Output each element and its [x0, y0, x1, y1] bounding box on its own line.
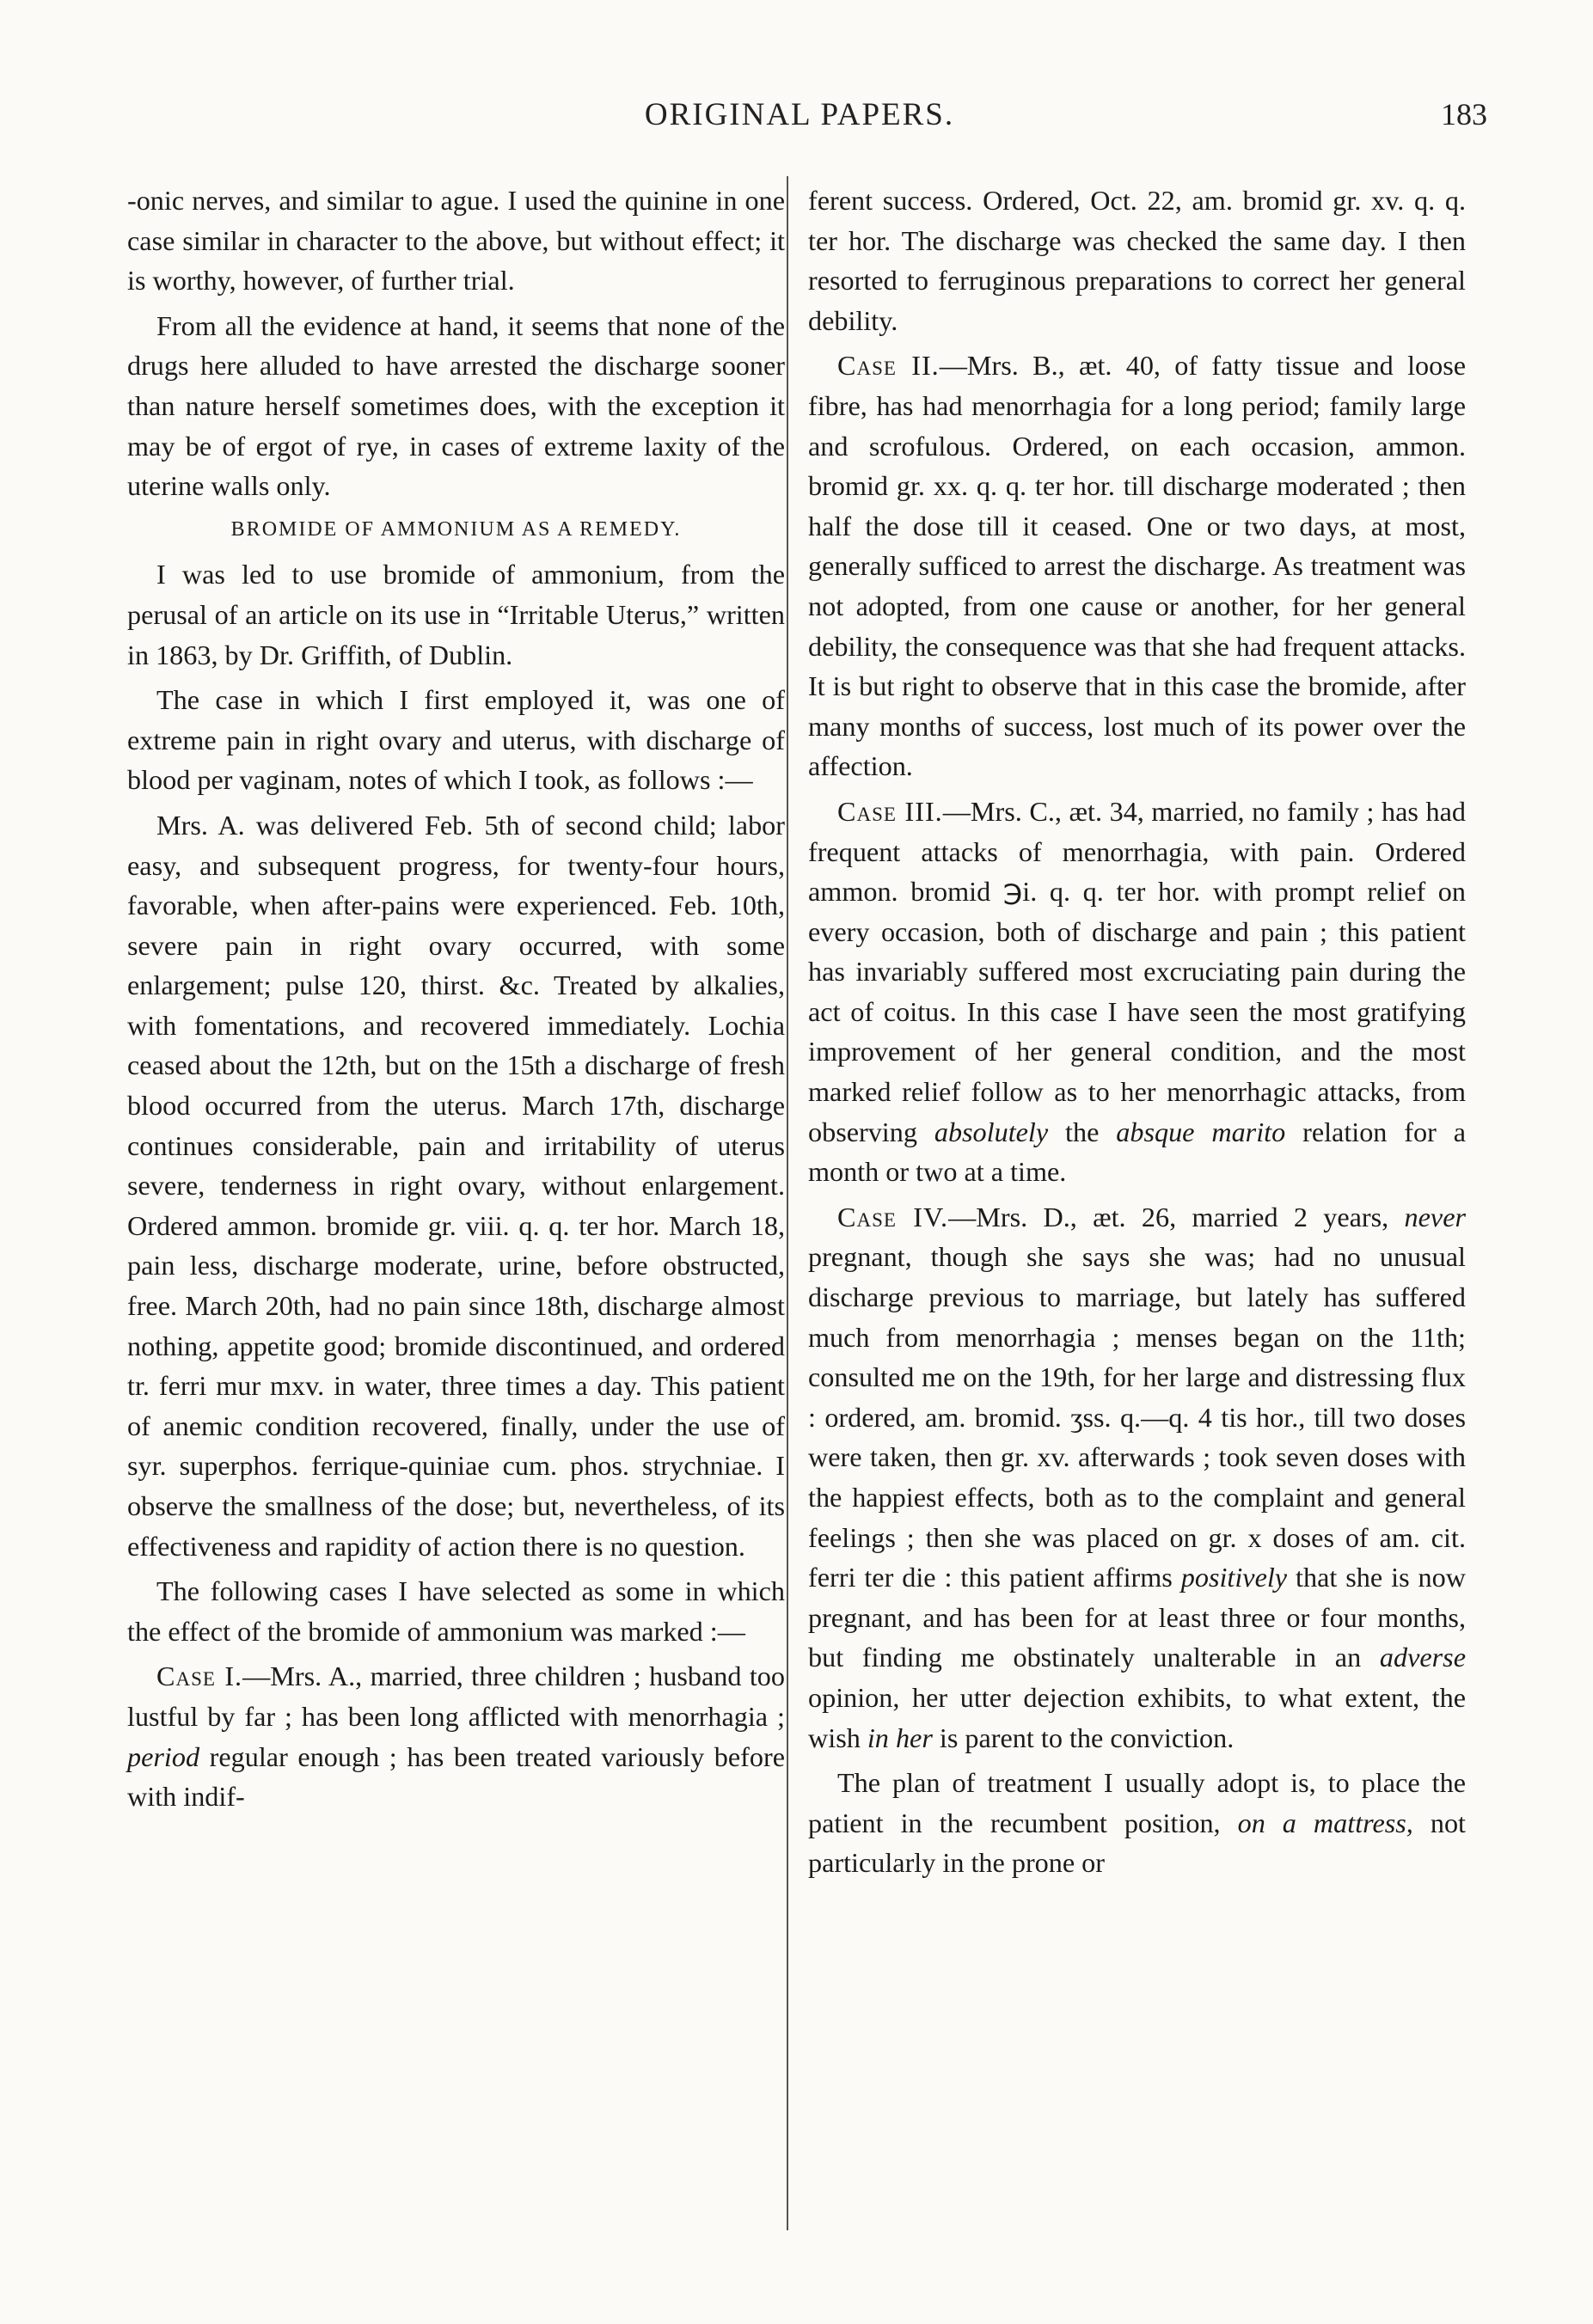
text-run: the — [1048, 1116, 1117, 1147]
paragraph: I was led to use bromide of ammonium, from the perusal of an article on its use in “Irritable Uterus,” written in 1863, by Dr. Griffith, of Dublin. — [127, 559, 785, 670]
text-run: —Mrs. D., æt. 26, married 2 years, — [948, 1201, 1405, 1232]
emphasis: absque marito — [1116, 1116, 1286, 1147]
text-run: —Mrs. A., married, three children ; husband too lustful by far ; has been long afflicted with menorrhagia ; — [127, 1660, 785, 1732]
emphasis: in her — [867, 1722, 933, 1753]
case-label: Case II. — [837, 350, 940, 382]
text-run: The plan of treatment I usually adopt is, to place the patient in the recumbent position, — [808, 1767, 1466, 1838]
column-divider — [787, 176, 788, 2230]
text-run: that she is now pregnant, and has been for at least three or four months, but finding me obstinately unalterable in an — [808, 1562, 1466, 1673]
running-header — [112, 96, 1487, 148]
emphasis: absolutely — [934, 1116, 1049, 1147]
paragraph: The case in which I first employed it, was one of extreme pain in right ovary and uterus, with discharge of blood per vaginam, notes of which I took, as follows :— — [127, 684, 785, 796]
case-paragraph — [808, 346, 1466, 786]
paragraph — [808, 1763, 1466, 1883]
running-title: ORIGINAL PAPERS. — [644, 97, 955, 132]
emphasis: on a mattress, — [1237, 1807, 1413, 1838]
emphasis: period — [127, 1740, 200, 1772]
case-paragraph — [808, 792, 1466, 1192]
case-paragraph — [808, 1197, 1466, 1758]
paragraph: The following cases I have selected as some in which the effect of the bromide of ammonium was marked :— — [127, 1575, 785, 1647]
text-run: pregnant, though she says she was; had no unusual discharge previous to marriage, but lately has suffered much from menorrhagia ; menses began on the 11th; consulted me on the 19th, for her large and distressing flux : ordered, am. bromid. ʒss. q.—q. 4 tis hor., till two doses were taken, then gr. xv. afterwards ; took seven doses with the happiest effects, both as to the complaint and general feelings ; then she was placed on gr. x doses of am. cit. ferri ter die : this patient affirms — [808, 1241, 1466, 1593]
text-run: —Mrs. B., æt. 40, of fatty tissue and loose fibre, has had menorrhagia for a long period; family large and scrofulous. Ordered, on each occasion, ammon. bromid gr. xx. q. q. ter hor. till discharge moderated ; then half the dose till it ceased. One or two days, at most, generally sufficed to arrest the discharge. As treatment was not adopted, from one cause or another, for her general debility, the consequence was that she had frequent attacks. It is but right to observe that in this case the bromide, after many months of success, lost much of its power over the affection. — [808, 350, 1467, 782]
paragraph: Mrs. A. was delivered Feb. 5th of second child; labor easy, and subsequent progress, for twenty-four hours, favorable, when after-pains were experienced. Feb. 10th, severe pain in right ovary occurred, with some enlargement; pulse 120, thirst. &c. Treated by alkalies, with fomentations, and recovered immediately. Lochia ceased about the 12th, but on the 15th a discharge of fresh blood occurred from the uterus. March 17th, discharge continues considerable, pain and irritability of uterus severe, tenderness in right ovary, without enlargement. Ordered ammon. bromide gr. viii. q. q. ter hor. March 18, pain less, discharge moderate, urine, before obstructed, free. March 20th, had no pain since 18th, discharge almost nothing, appetite good; bromide discontinued, and ordered tr. ferri mur mxv. in water, three times a day. This patient of anemic condition recovered, finally, under the use of syr. superphos. ferrique-quiniae cum. phos. strychniae. I observe the smallness of the dose; but, nevertheless, of its effectiveness and rapidity of action there is no question. — [127, 809, 785, 1562]
text-run: not particularly in the prone or — [808, 1807, 1466, 1879]
text-run: —Mrs. C., æt. 34, married, no family ; has had frequent attacks of menorrhagia, with pain. Ordered ammon. bromid ℈i. q. q. ter hor. with prompt relief on every occasion, both of discharge and pain ; this patient has invariably suffered most excruciating pain during the act of coitus. In this case I have seen the most gratifying improvement of her general condition, and the most marked relief follow as to her menorrhagic attacks, from observing — [808, 795, 1467, 1147]
left-column — [127, 180, 785, 1817]
emphasis: never — [1404, 1201, 1467, 1232]
paragraph: ferent success. Ordered, Oct. 22, am. bromid gr. xv. q. q. ter hor. The discharge was checked the same day. I then resorted to ferruginous preparations to correct her general debility. — [808, 185, 1466, 336]
right-column — [808, 180, 1466, 1883]
paragraph: -onic nerves, and similar to ague. I used the quinine in one case similar in character to the above, but without effect; it is worthy, however, of further trial. — [127, 185, 785, 297]
case-label: Case IV. — [837, 1201, 949, 1232]
case-label: Case I. — [156, 1660, 243, 1692]
section-heading: BROMIDE OF AMMONIUM AS A REMEDY. — [230, 517, 682, 541]
emphasis: adverse — [1379, 1642, 1466, 1673]
emphasis: positively — [1180, 1562, 1288, 1593]
case-paragraph — [127, 1656, 785, 1816]
text-run: opinion, her utter dejection exhibits, to what extent, the wish — [808, 1681, 1466, 1753]
paragraph: From all the evidence at hand, it seems that none of the drugs here alluded to have arrested the discharge sooner than nature herself sometimes does, with the exception it may be of ergot of rye, in cases of extreme laxity of the uterine walls only. — [127, 309, 785, 502]
page-number: 183 — [1441, 97, 1487, 131]
text-run: relation for a month or two at a time. — [808, 1116, 1467, 1188]
text-run: regular enough ; has been treated variously before with indif- — [127, 1740, 785, 1813]
case-label: Case III. — [837, 795, 943, 827]
text-run: is parent to the conviction. — [932, 1722, 1235, 1753]
